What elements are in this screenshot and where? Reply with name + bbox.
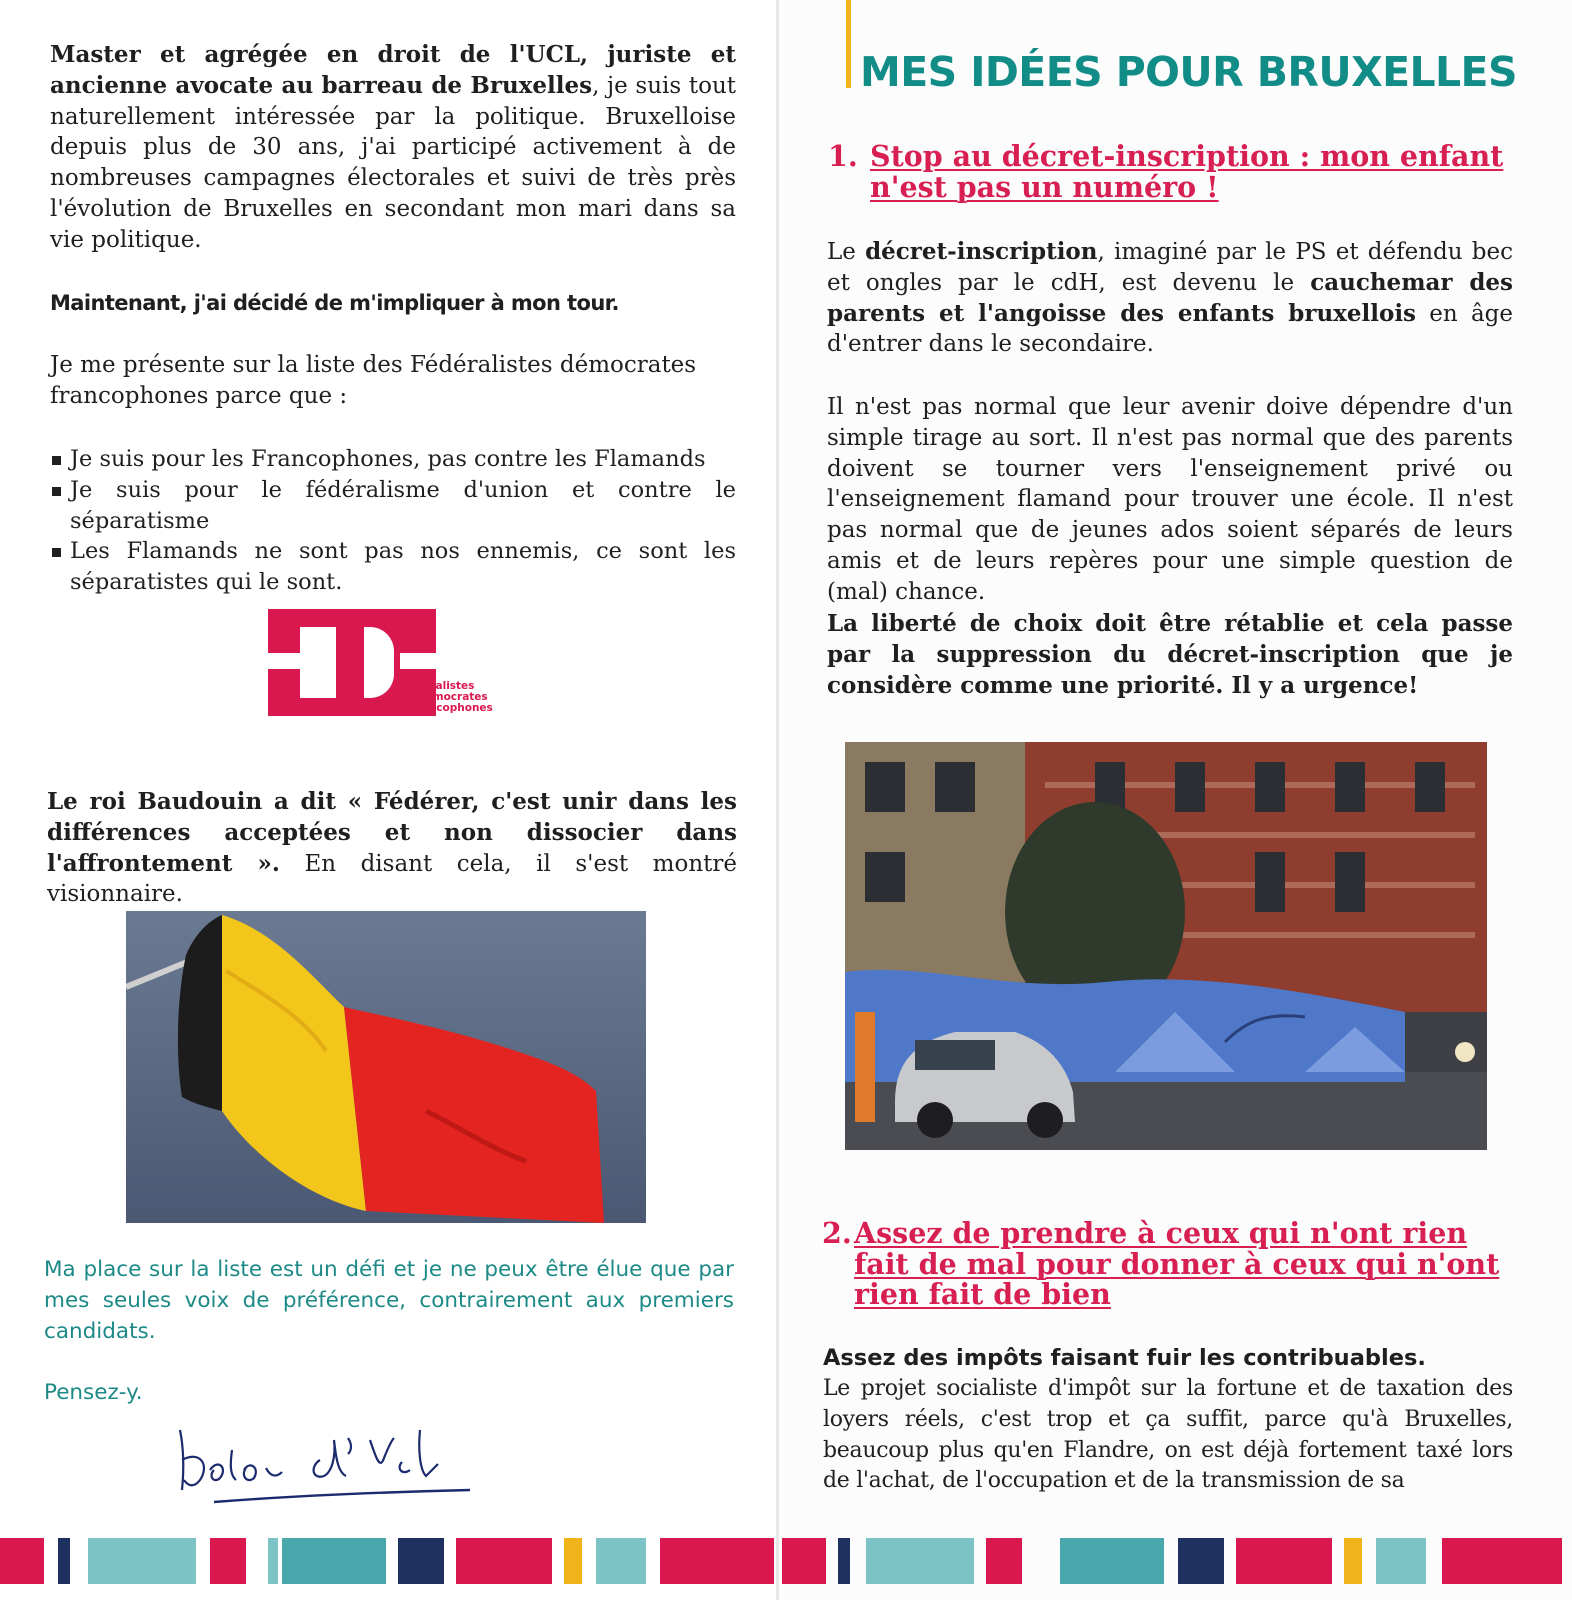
section-1-paragraph-1 xyxy=(827,237,1513,360)
text-run: en âge d'entrer dans le secondaire. xyxy=(827,300,1513,358)
reason-item: Les Flamands ne sont pas nos ennemis, ce sont les séparatistes qui le sont. xyxy=(50,536,736,598)
section-1-title: Stop au décret-inscription : mon enfant n'est pas un numéro ! xyxy=(870,139,1504,204)
section-2-paragraph: Le projet socialiste d'impôt sur la fortune et de taxation des loyers réels, c'est trop et ça suffit, parce qu'à Bruxelles, beaucoup plus qu'en Flandre, on est déjà fortement taxé lors de l'achat, de l'occupation et de la transmission de sa xyxy=(823,1376,1513,1494)
section-1-number: 1. xyxy=(828,139,858,173)
school-queue-tents-photo xyxy=(845,742,1487,1150)
title-accent-bar xyxy=(846,0,851,88)
closing-line: Pensez-y. xyxy=(44,1380,143,1405)
intro-paragraph xyxy=(50,40,736,256)
section-2-heading xyxy=(822,1218,1512,1310)
list-intro: Je me présente sur la liste des Fédéralistes démocrates francophones parce que : xyxy=(50,352,697,409)
reasons-list xyxy=(50,444,736,598)
fdf-line1: fédéralistes xyxy=(404,680,475,692)
quote-bold: Le roi Baudouin a dit « Fédérer, c'est unir dans les différences acceptées et non dissocier dans l'affrontement ». xyxy=(47,788,737,877)
text-run: Le xyxy=(827,239,866,265)
section-2-lead: Assez des impôts faisant fuir les contribuables. xyxy=(823,1345,1426,1371)
section-1-paragraph-3: La liberté de choix doit être rétablie et cela passe par la suppression du décret-inscription que je considère comme une priorité. Il y a urgence! xyxy=(827,610,1513,699)
handwritten-signature xyxy=(170,1410,490,1510)
section-2-number: 2. xyxy=(822,1216,852,1250)
section-1-paragraph-2: Il n'est pas normal que leur avenir doive dépendre d'un simple tirage au sort. Il n'est pas normal que des parents doivent se tourner vers l'enseignement privé ou l'enseignement flamand pour trouver une école. Il n'est pas normal que de jeunes ados soient séparés de leurs amis et de leurs repères pour une simple question de (mal) chance. xyxy=(827,394,1513,605)
reason-item: Je suis pour le fédéralisme d'union et contre le séparatisme xyxy=(50,475,736,537)
fdf-line2: démocrates xyxy=(418,691,488,703)
fdf-logo-wordmark xyxy=(404,681,493,714)
text-run: , imaginé par le PS et défendu bec et ongles par le cdH, est devenu le xyxy=(827,239,1513,296)
decision-statement: Maintenant, j'ai décidé de m'impliquer à mon tour. xyxy=(50,291,619,315)
fdf-logo xyxy=(268,609,508,717)
section-1-heading xyxy=(828,141,1508,202)
page-fold xyxy=(776,0,779,1600)
intro-text: , je suis tout naturellement intéressée par la politique. Bruxelloise depuis plus de 30 ans, j'ai participé activement à de nombreuses campagnes électorales et suivi de très près l'évolution de Bruxelles en secondant mon mari dans sa vie politique. xyxy=(50,72,736,253)
intro-bold: Master et agrégée en droit de l'UCL, juriste et ancienne avocate au barreau de Bruxelles xyxy=(50,41,736,99)
decorative-color-strip xyxy=(0,1538,1572,1584)
section-2-title: Assez de prendre à ceux qui n'ont rien fait de mal pour donner à ceux qui n'ont rien fait de bien xyxy=(854,1216,1500,1311)
reason-item: Je suis pour les Francophones, pas contre les Flamands xyxy=(50,444,736,475)
candidacy-note: Ma place sur la liste est un défi et je ne peux être élue que par mes seules voix de préférence, contrairement aux premiers candidats. xyxy=(44,1257,734,1344)
bold-run: cauchemar des parents et l'angoisse des enfants bruxellois xyxy=(827,268,1513,327)
bold-run: décret-inscription xyxy=(865,238,1098,265)
page-title: MES IDÉES POUR BRUXELLES xyxy=(860,48,1517,96)
quote-text: En disant cela, il s'est montré visionnaire. xyxy=(47,850,737,908)
king-quote xyxy=(47,787,737,910)
belgian-flag-photo xyxy=(126,911,646,1223)
fdf-line3: francophones xyxy=(412,702,493,714)
